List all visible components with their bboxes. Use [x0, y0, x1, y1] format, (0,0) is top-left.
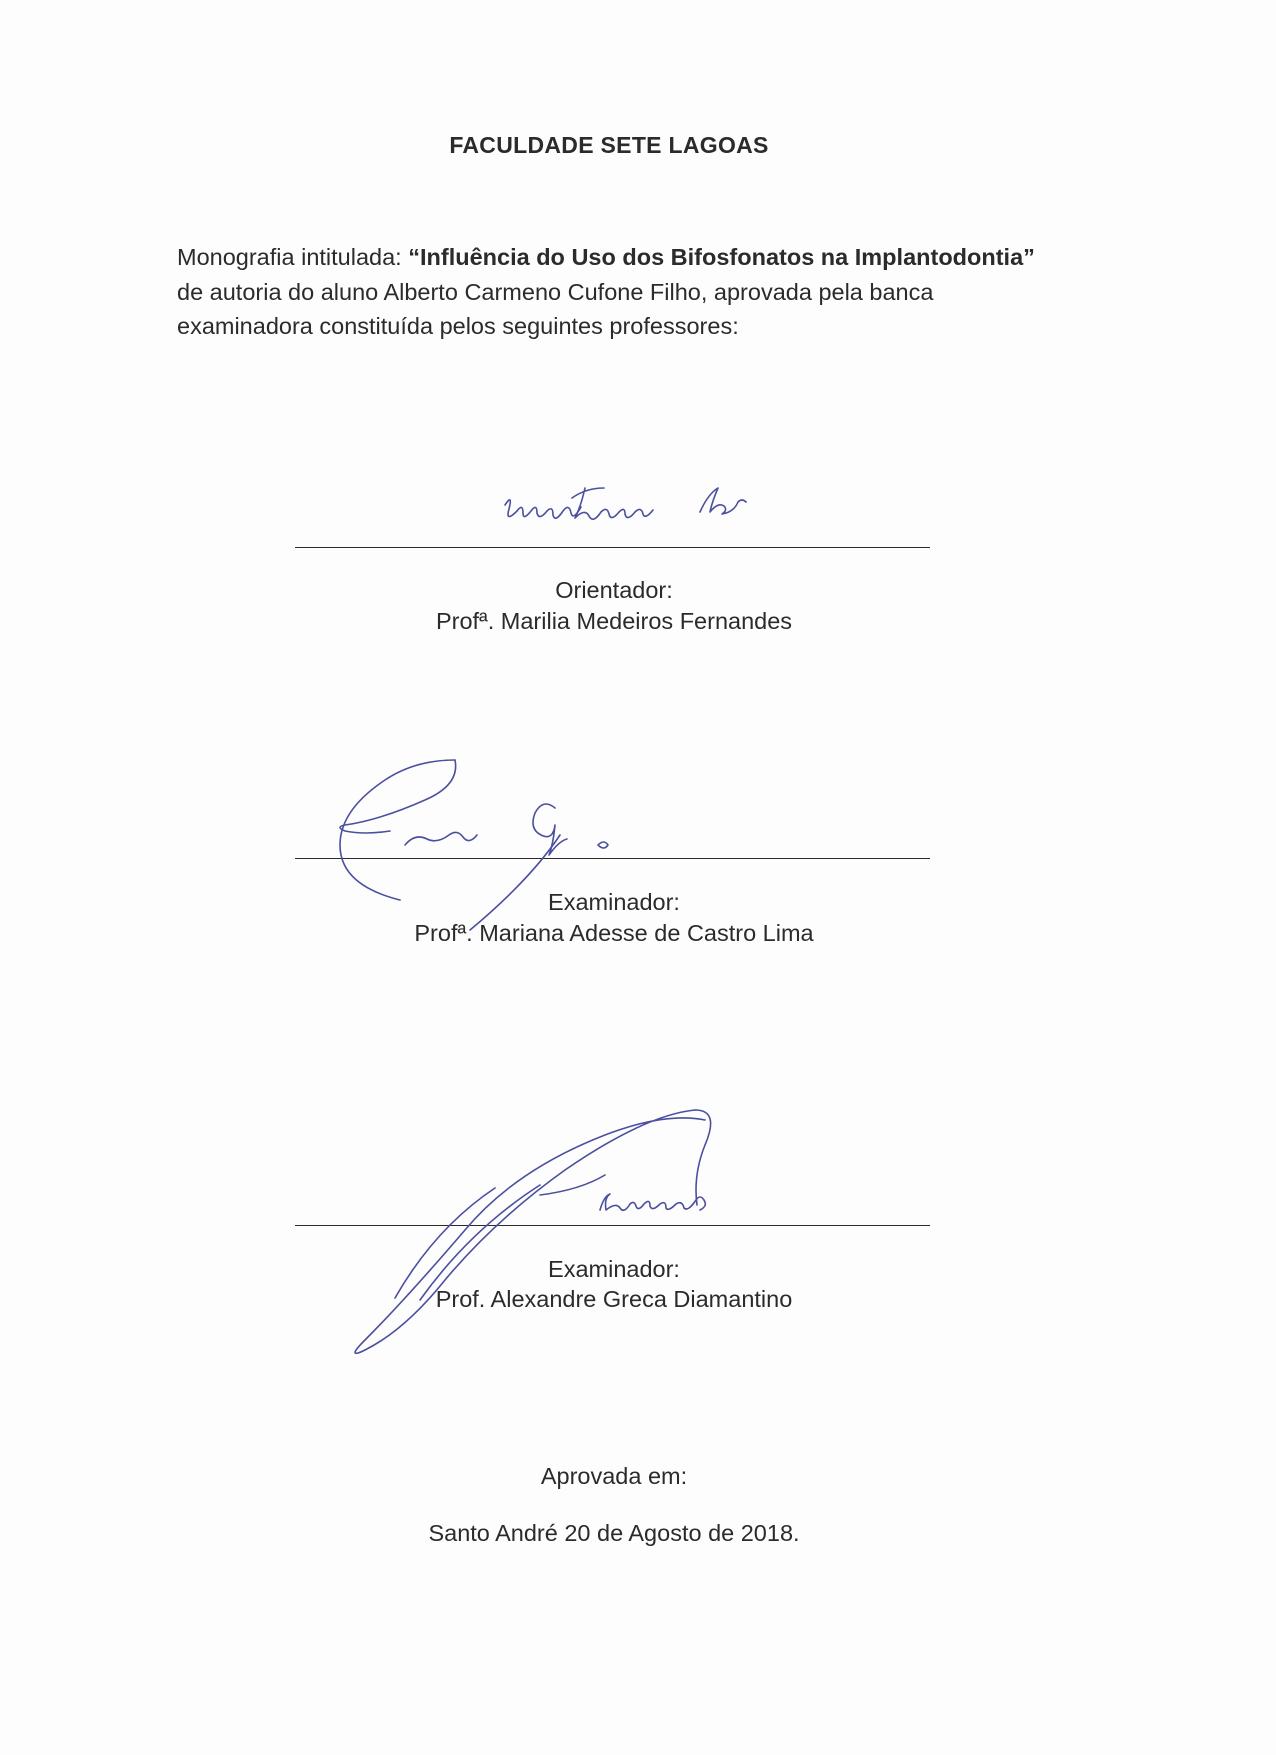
- approval-date: Santo André 20 de Agosto de 2018.: [428, 1520, 800, 1546]
- signature-examiner-2: [355, 1110, 711, 1353]
- signature-line: [295, 547, 930, 548]
- signature-line: [295, 1225, 930, 1226]
- committee-name: Profª. Mariana Adesse de Castro Lima: [414, 920, 814, 946]
- signature-advisor: [505, 488, 746, 519]
- monograph-title: “Influência do Uso dos Bifosfonatos na Implantodontia”: [408, 244, 1035, 270]
- committee-name: Prof. Alexandre Greca Diamantino: [435, 1286, 793, 1312]
- approval-statement: [177, 240, 1057, 344]
- committee-role: Examinador:: [548, 889, 680, 915]
- intro-prefix: Monografia intitulada:: [177, 244, 409, 270]
- approval-label: Aprovada em:: [540, 1463, 688, 1489]
- committee-role: Orientador:: [555, 577, 673, 603]
- intro-suffix: de autoria do aluno Alberto Carmeno Cufone Filho, aprovada pela banca examinadora constituída pelos seguintes professores:: [177, 278, 934, 339]
- signature-line: [295, 858, 930, 859]
- committee-name: Profª. Marilia Medeiros Fernandes: [435, 608, 793, 634]
- institution-name: FACULDADE SETE LAGOAS: [449, 132, 769, 158]
- committee-role: Examinador:: [548, 1256, 680, 1282]
